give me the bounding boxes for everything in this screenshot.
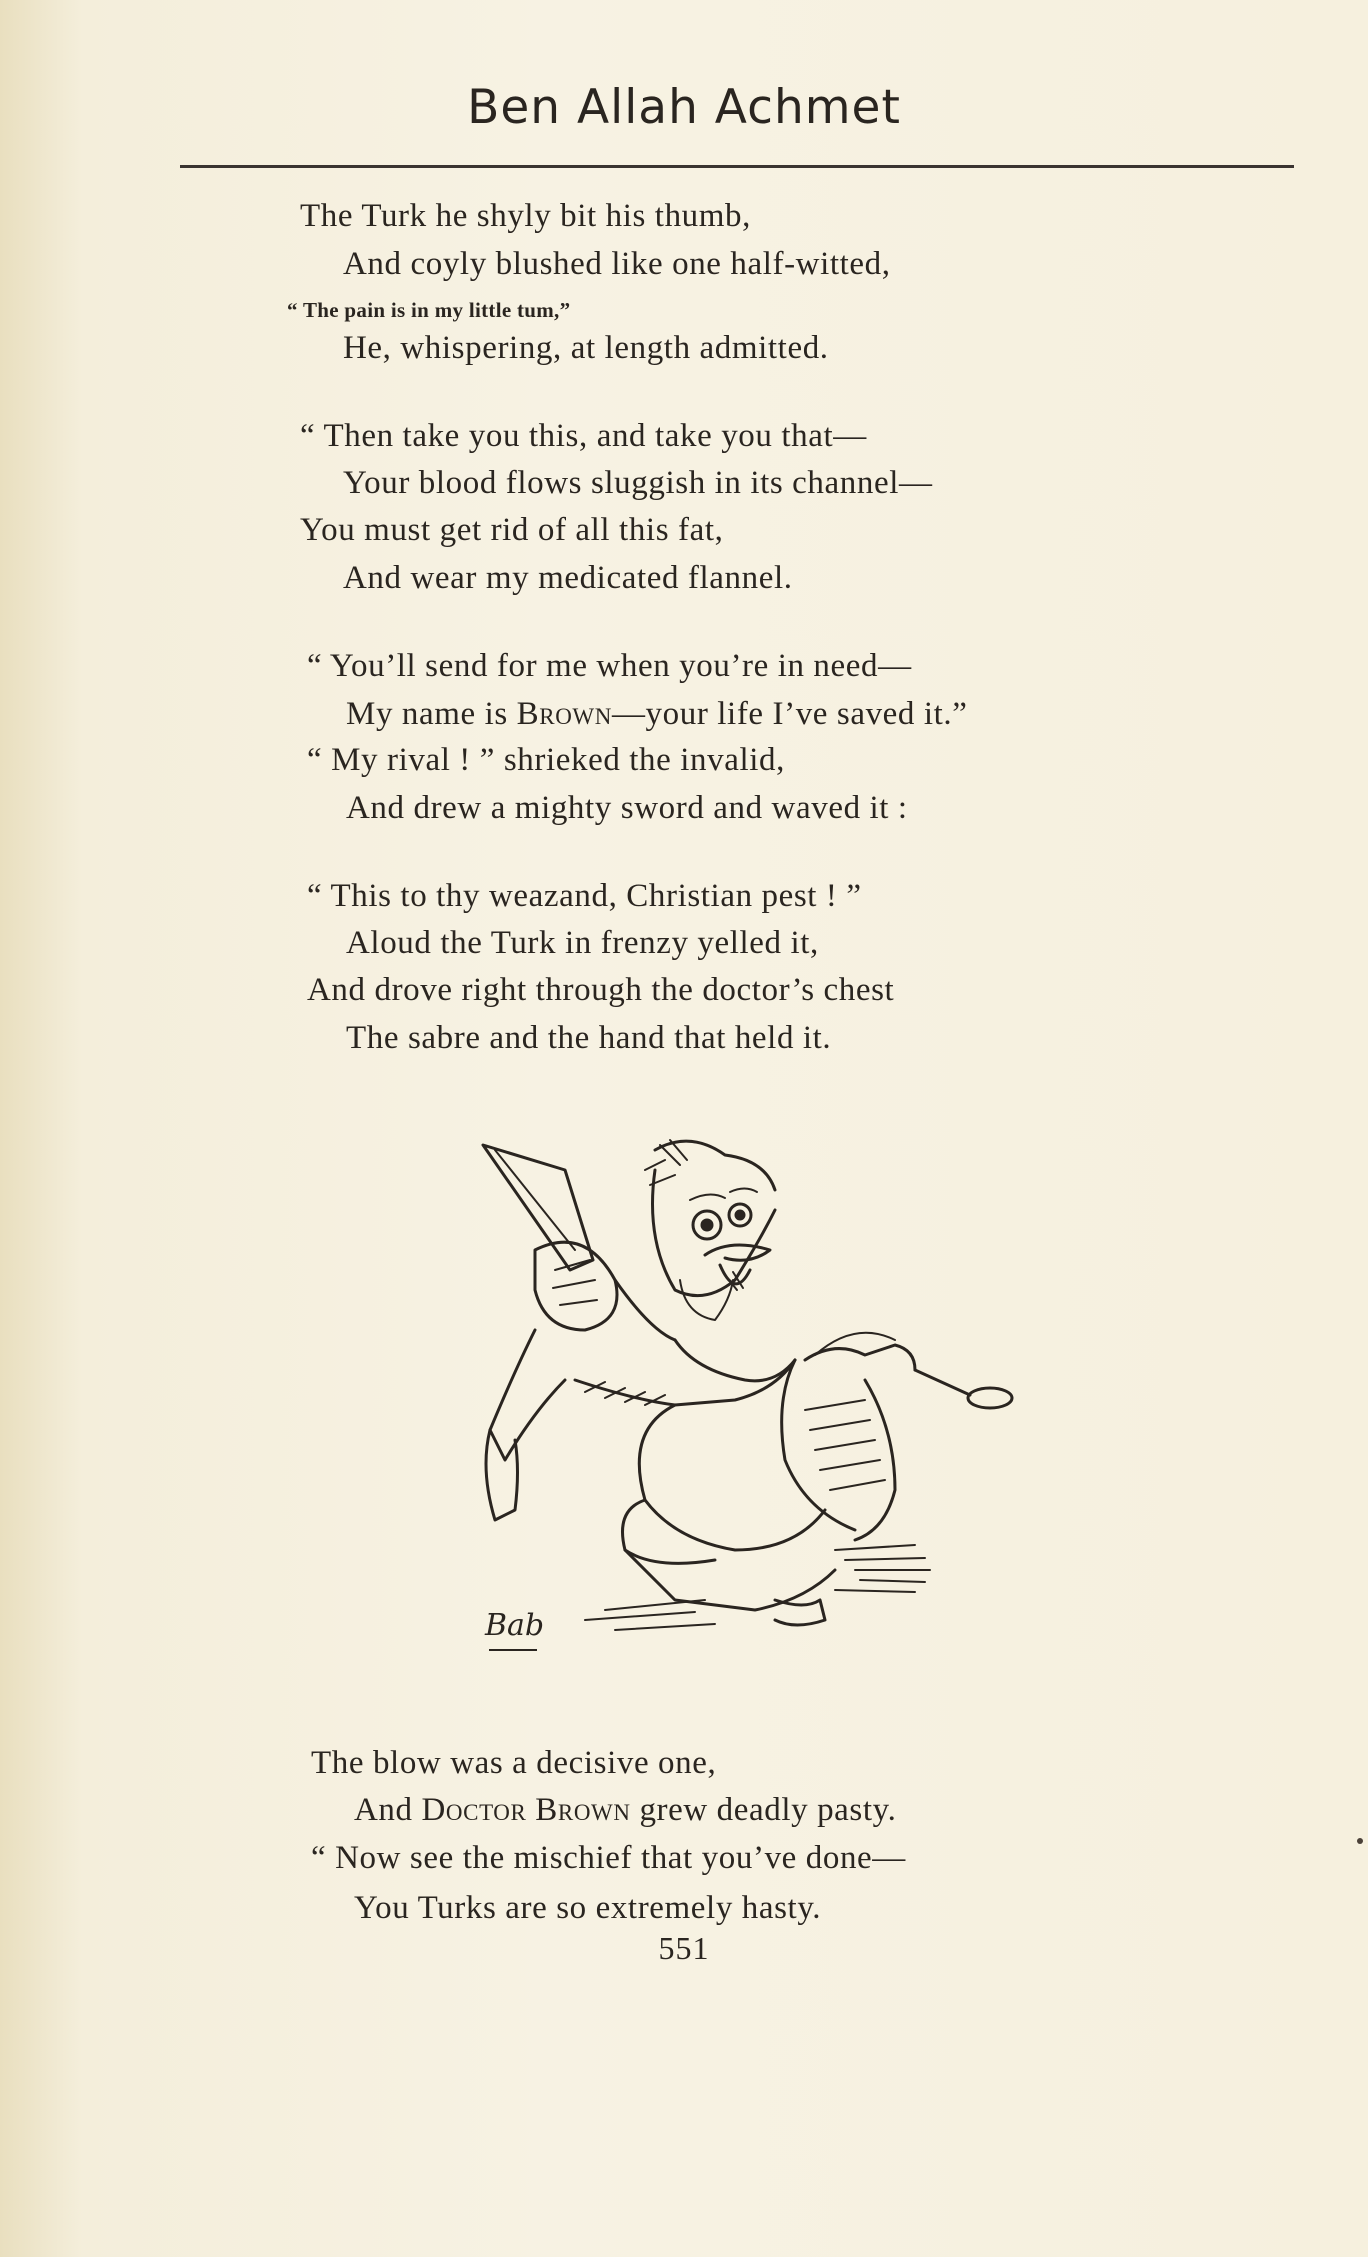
verse-line: And wear my medicated flannel. (343, 560, 793, 596)
verse-line: “ Then take you this, and take you that— (300, 418, 867, 454)
verse-line: Your blood flows sluggish in its channel— (343, 465, 933, 501)
name-small-caps: Doctor Brown (421, 1792, 631, 1828)
verse-line: And drove right through the doctor’s chest (307, 972, 895, 1008)
verse-text: grew deadly pasty. (630, 1792, 897, 1828)
verse-line: “ Now see the mischief that you’ve done— (311, 1840, 906, 1876)
header-rule (180, 165, 1294, 168)
verse-line: You Turks are so extremely hasty. (354, 1890, 822, 1926)
verse-line (354, 1792, 896, 1829)
verse-line: “ The pain is in my little tum,” (287, 298, 571, 322)
verse-text: My name is (346, 696, 517, 732)
name-small-caps: Brown (516, 696, 612, 732)
paper-speck (1357, 1838, 1363, 1844)
verse-line: The blow was a decisive one, (311, 1745, 717, 1781)
artist-signature: Bab (485, 1608, 545, 1643)
page-title: Ben Allah Achmet (467, 80, 901, 135)
page-number: 551 (658, 1930, 710, 1966)
turk-stabbing-doctor-illustration (475, 1130, 1035, 1670)
verse-line: “ This to thy weazand, Christian pest ! ” (307, 878, 862, 914)
verse-line: The Turk he shyly bit his thumb, (300, 198, 751, 234)
verse-line: You must get rid of all this fat, (300, 512, 724, 548)
verse-line: “ You’ll send for me when you’re in need— (307, 648, 912, 684)
verse-line: “ My rival ! ” shrieked the invalid, (307, 742, 785, 778)
verse-line: And coyly blushed like one half-witted, (343, 246, 891, 282)
verse-line (346, 696, 968, 733)
verse-line: He, whispering, at length admitted. (343, 330, 829, 366)
verse-line: And drew a mighty sword and waved it : (346, 790, 908, 826)
verse-text: And (354, 1792, 422, 1828)
verse-text: —your life I’ve saved it.” (611, 696, 968, 732)
verse-line: Aloud the Turk in frenzy yelled it, (346, 925, 819, 961)
verse-line: The sabre and the hand that held it. (346, 1020, 832, 1056)
